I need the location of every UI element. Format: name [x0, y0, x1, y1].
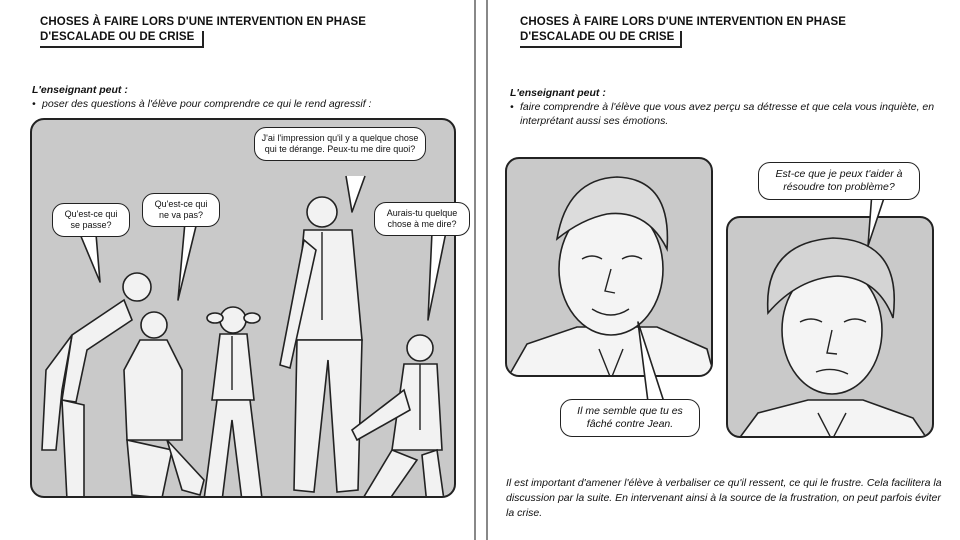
title-line-1: CHOSES À FAIRE LORS D'UNE INTERVENTION EN PHASE [520, 16, 847, 28]
speech-bubble: Aurais-tu quelque chose à me dire? [374, 202, 470, 236]
intro-lead: L'enseignant peut : [510, 87, 606, 99]
speech-bubble: Qu'est-ce qui se passe? [52, 203, 130, 237]
speech-bubble: Il me semble que tu es fâché contre Jean. [560, 399, 700, 437]
bullet-mark: • [32, 98, 36, 110]
speech-bubble: Qu'est-ce qui ne va pas? [142, 193, 220, 227]
title-line-2: D'ESCALADE OU DE CRISE [40, 31, 195, 43]
left-page [0, 0, 476, 540]
speech-bubble: Est-ce que je peux t'aider à résoudre ton problème? [758, 162, 920, 200]
title-line-1: CHOSES À FAIRE LORS D'UNE INTERVENTION EN PHASE [40, 16, 367, 28]
footer-text: Il est important d'amener l'élève à verbaliser ce qu'il ressent, ce qui le frustre. Cela facilitera la discussion par la suite. En intervenant ainsi à la source de la frustration, on peut parfois éviter la crise. [506, 477, 942, 519]
speech-bubble: J'ai l'impression qu'il y a quelque chose qui te dérange. Peux-tu me dire quoi? [254, 127, 426, 161]
bubble-tails [0, 0, 476, 540]
bubble-tails [488, 0, 960, 540]
intro-lead: L'enseignant peut : [32, 84, 128, 96]
bullet-mark: • [510, 101, 514, 113]
right-page [486, 0, 960, 540]
bullet-text: faire comprendre à l'élève que vous avez perçu sa détresse et que cela vous inquiète, en interprétant aussi ses émotions. [520, 101, 935, 127]
title-line-2: D'ESCALADE OU DE CRISE [520, 31, 675, 43]
bullet-text: poser des questions à l'élève pour comprendre ce qui le rend agressif : [42, 98, 372, 110]
